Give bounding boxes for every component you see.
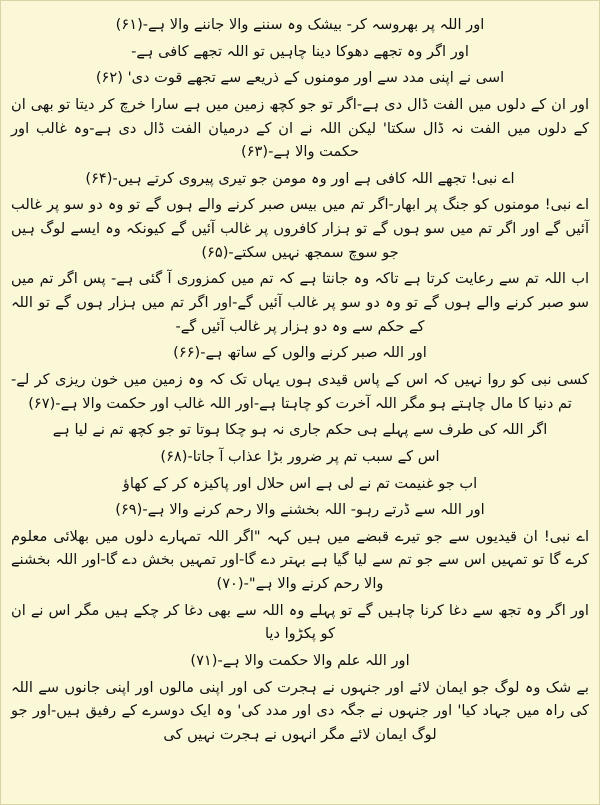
verse-paragraph: اب اللہ تم سے رعایت کرتا ہے تاکہ وہ جانتا ہے کہ تم میں کمزوری آ گئی ہے- پس اگر تم میں سو صبر کرنے والے ہوں گے تو وہ دو سو پر غالب آئیں گے-اور اگر تم میں ہزار ہوں گے تو اللہ کے حکم سے وہ دو ہزار پر غالب آئیں گے-: [11, 270, 589, 335]
verse-paragraph: اور اللہ سے ڈرتے رہو- اللہ بخشنے والا رحم کرنے والا ہے-(۶۹): [115, 501, 485, 519]
verse-paragraph: اے نبی! تجھے اللہ کافی ہے اور وہ مومن جو تیری پیروی کرتے ہیں-(۶۴): [85, 169, 515, 187]
verse-paragraph: اور اللہ صبر کرنے والوں کے ساتھ ہے-(۶۶): [173, 344, 427, 362]
verse-paragraph: اور ان کے دلوں میں الفت ڈال دی ہے-اگر تو جو کچھ زمین میں ہے سارا خرچ کر دیتا تو بھی ان کے دلوں میں الفت نہ ڈال سکتا' لیکن اللہ نے ان کے درمیان الفت ڈال دی ہے-وہ غالب اور حکمت والا ہے-(۶۳): [11, 95, 589, 161]
verse-paragraph: اور اگر وہ تجھ سے دغا کرنا چاہیں گے تو پہلے وہ اللہ سے بھی دغا کر چکے ہیں مگر اس نے ان کو پکڑوا دیا: [11, 601, 589, 643]
verse-paragraph: اس کے سبب تم پر ضرور بڑا عذاب آ جاتا-(۶۸): [160, 447, 440, 465]
verse-paragraph: اسی نے اپنی مدد سے اور مومنوں کے ذریعے سے تجھے قوت دی' (۶۲): [95, 69, 505, 87]
verse-paragraph: اور اگر وہ تجھے دھوکا دینا چاہیں تو اللہ تجھے کافی ہے-: [131, 42, 469, 60]
verse-paragraph: اگر اللہ کی طرف سے پہلے ہی حکم جاری نہ ہو چکا ہوتا تو جو کچھ تم نے لیا ہے: [52, 421, 548, 439]
verse-paragraph: اب جو غنیمت تم نے لی ہے اس حلال اور پاکیزہ کر کے کھاؤ: [122, 474, 478, 492]
verse-paragraph: اور اللہ پر بھروسہ کر- بیشک وہ سننے والا جاننے والا ہے-(۶۱): [115, 16, 485, 33]
verse-paragraph: اے نبی! مومنوں کو جنگ پر ابھار-اگر تم میں بیس صبر کرنے والے ہوں گے تو وہ دو سو پر غالب آئیں گے اور اگر تم میں سو ہوں گے تو ہزار کافروں پر غالب آئیں گے کیونکہ وہ ایسے لوگ ہیں جو سوچ سمجھ نہیں سکتے-(۶۵): [11, 196, 589, 261]
verse-paragraph: اور اللہ علم والا حکمت والا ہے-(۷۱): [190, 652, 410, 670]
verse-paragraph: بے شک وہ لوگ جو ایمان لائے اور جنہوں نے ہجرت کی اور اپنی مالوں اور اپنی جانوں سے اللہ کی راہ میں جہاد کیا' اور جنہوں نے جگہ دی اور مدد کی' وہ ایک دوسرے کے رفیق ہیں-اور جو لوگ ایمان لائے مگر انہوں نے ہجرت نہیں کی: [11, 678, 589, 743]
verse-paragraph: کسی نبی کو روا نہیں کہ اس کے پاس قیدی ہوں یہاں تک کہ وہ زمین میں خون ریزی کر لے- تم دنیا کا مال چاہتے ہو مگر اللہ آخرت کو چاہتا ہے-اور اللہ غالب اور حکمت والا ہے-(۶۷): [11, 370, 589, 412]
verse-paragraph: اے نبی! ان قیدیوں سے جو تیرے قبضے میں ہیں کہہ "اگر اللہ تمہارے دلوں میں بھلائی معلوم کرے گا تو تمہیں اس سے جو تم سے لیا گیا ہے بہتر دے گا-اور تمہیں بخش دے گا-اور اللہ بخشنے والا رحم کرنے والا ہے"-(۷۰): [11, 527, 589, 593]
